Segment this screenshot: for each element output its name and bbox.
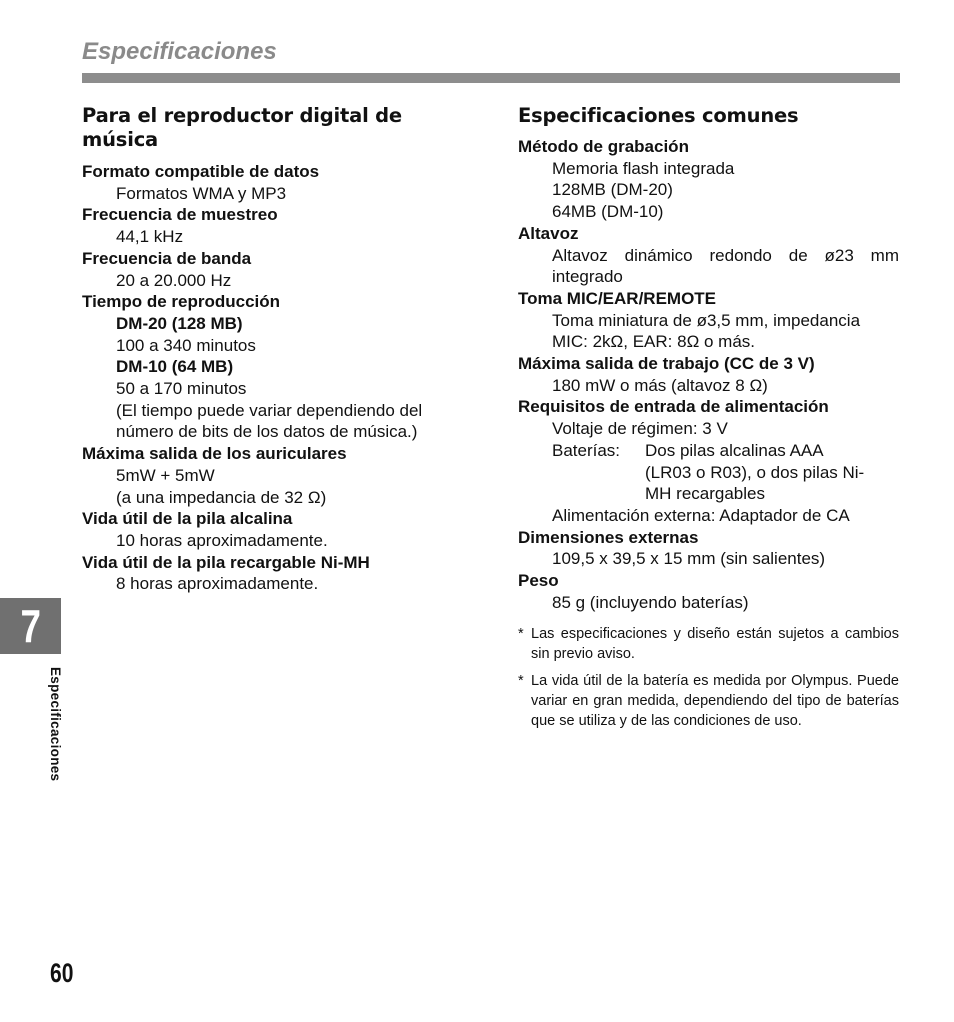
header-rule [82,73,900,83]
spec-value-auriculares-2: (a una impedancia de 32 Ω) [116,487,327,507]
spec-term-altavoz: Altavoz [518,223,579,243]
common-specs-section-title: Especificaciones comunes [518,104,799,127]
spec-baterias-line-3: MH recargables [645,484,765,504]
spec-value-pila-alcalina: 10 horas aproximadamente. [116,530,328,550]
spec-term-pila-alcalina: Vida útil de la pila alcalina [82,509,293,529]
spec-term-auriculares: Máxima salida de los auriculares [82,444,347,464]
spec-value-grabacion-2: 128MB (DM-20) [552,180,673,200]
spec-term-grabacion: Método de grabación [518,137,689,156]
spec-value-formato: Formatos WMA y MP3 [116,183,287,203]
spec-value-dm10: 50 a 170 minutos [116,379,247,399]
spec-value-frecuencia-muestreo: 44,1 kHz [116,227,184,247]
spec-baterias-row [518,440,899,505]
footnote-asterisk: * [518,673,524,690]
spec-value-grabacion-1: Memoria flash integrada [552,158,735,178]
spec-subterm-dm10: DM-10 (64 MB) [116,357,234,377]
footnote-text: Las especificaciones y diseño están sujetos a cambios sin previo aviso. [531,626,899,663]
spec-term-toma: Toma MIC/EAR/REMOTE [518,288,717,308]
footnote [518,625,899,665]
spec-value-frecuencia-banda: 20 a 20.000 Hz [116,270,232,290]
chapter-number: 7 [20,600,41,652]
page-header-title: Especificaciones [82,38,277,65]
spec-baterias-line-1: Dos pilas alcalinas AAA [645,440,824,460]
footnotes [518,625,899,731]
spec-term-formato: Formato compatible de datos [82,162,320,181]
spec-value-dm20: 100 a 340 minutos [116,335,256,355]
spec-term-dimensiones: Dimensiones externas [518,527,699,547]
page-number: 60 [50,958,74,988]
spec-value-grabacion-3: 64MB (DM-10) [552,202,664,222]
section-title-line-1: Para el reproductor digital de [82,104,402,127]
spec-baterias-line-2: (LR03 o R03), o dos pilas Ni- [645,462,865,482]
section-title-line-2: música [82,128,159,151]
spec-value-peso: 85 g (incluyendo baterías) [552,592,749,612]
spec-term-salida: Máxima salida de trabajo (CC de 3 V) [518,354,815,374]
spec-value-auriculares-1: 5mW + 5mW [116,465,215,485]
side-section-label: Especificaciones [48,667,63,782]
spec-value-salida: 180 mW o más (altavoz 8 Ω) [552,375,768,395]
spec-term-tiempo: Tiempo de reproducción [82,292,281,312]
music-player-section-title [82,104,468,152]
spec-value-pila-recargable: 8 horas aproximadamente. [116,574,319,594]
spec-value-toma: Toma miniatura de ø3,5 mm, impedancia MIC: 2kΩ, EAR: 8Ω o más. [552,310,861,352]
footnote-text: La vida útil de la batería es medida por Olympus. Puede variar en gran medida, dependiendo del tipo de baterías que se utiliza y de las condiciones de uso. [531,673,899,729]
spec-term-peso: Peso [518,571,559,591]
spec-value-altavoz: Altavoz dinámico redondo de ø23 mm integrado [552,245,899,287]
spec-baterias-text [645,440,899,505]
spec-baterias-label: Baterías: [552,440,621,460]
spec-subterm-dm20: DM-20 (128 MB) [116,313,243,333]
spec-term-pila-recargable: Vida útil de la pila recargable Ni-MH [82,552,370,572]
spec-term-frecuencia-muestreo: Frecuencia de muestreo [82,205,278,225]
common-specs-column [518,104,899,738]
footnote [518,672,899,731]
chapter-tab [0,598,61,654]
spec-value-voltaje: Voltaje de régimen: 3 V [552,419,728,439]
spec-value-tiempo-note: (El tiempo puede variar dependiendo del número de bits de los datos de música.) [116,400,423,442]
music-player-specs-column [82,104,468,595]
spec-term-alimentacion: Requisitos de entrada de alimentación [518,397,829,417]
spec-value-externa: Alimentación externa: Adaptador de CA [552,505,850,525]
footnote-asterisk: * [518,626,524,643]
spec-term-frecuencia-banda: Frecuencia de banda [82,248,252,268]
spec-value-dimensiones: 109,5 x 39,5 x 15 mm (sin salientes) [552,549,826,569]
